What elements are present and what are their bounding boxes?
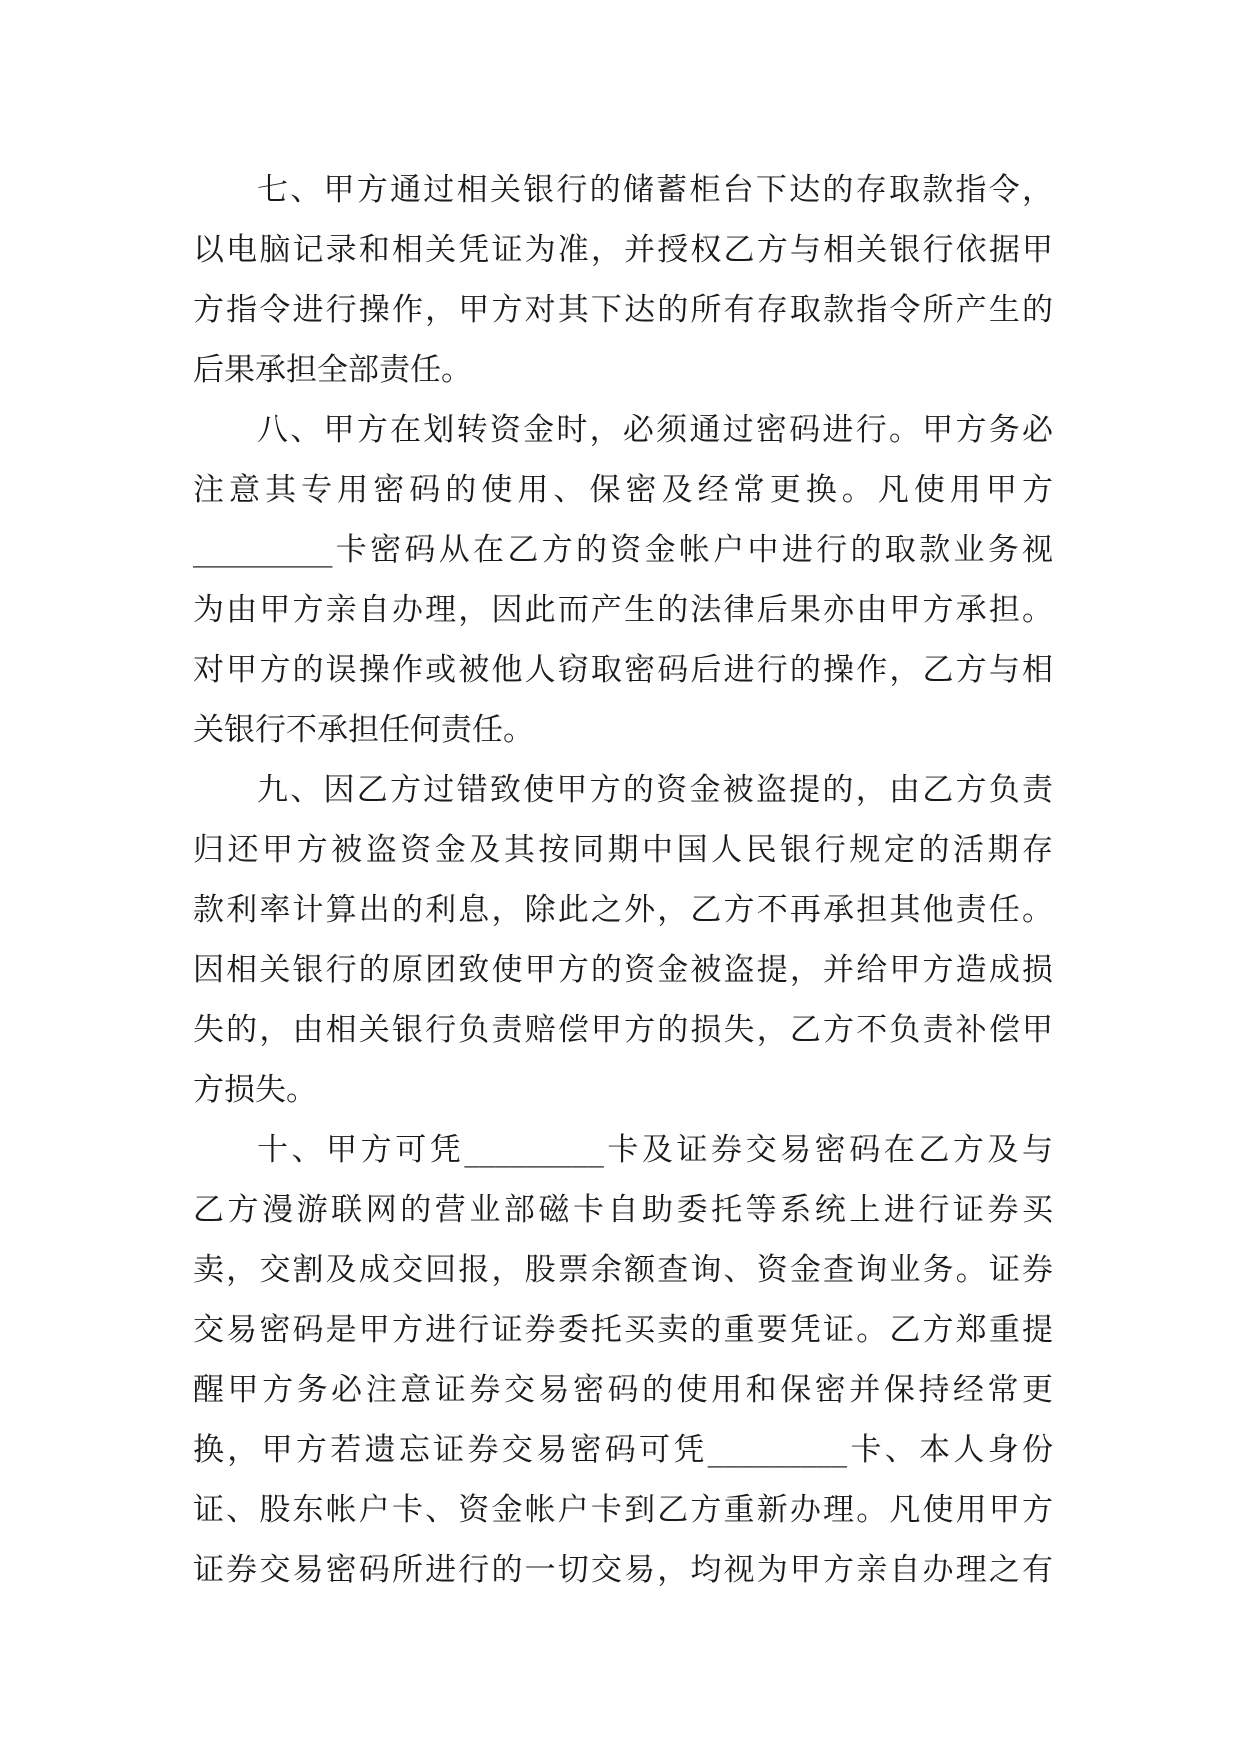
clause-10-line-3: 卖，交割及成交回报，股票余额查询、资金查询业务。证券 bbox=[193, 1252, 1053, 1288]
clause-8-line-6: 关银行不承担任何责任。 bbox=[193, 712, 534, 748]
clause-10-line-1: 十、甲方可凭_________卡及证券交易密码在乙方及与 bbox=[257, 1132, 1053, 1168]
clause-9-line-5: 失的，由相关银行负责赔偿甲方的损失，乙方不负责补偿甲 bbox=[193, 1012, 1053, 1048]
clause-8-line-1: 八、甲方在划转资金时，必须通过密码进行。甲方务必 bbox=[257, 412, 1053, 448]
clause-8-line-4: 为由甲方亲自办理，因此而产生的法律后果亦由甲方承担。 bbox=[193, 592, 1053, 628]
clause-7-line-2: 以电脑记录和相关凭证为准，并授权乙方与相关银行依据甲 bbox=[193, 232, 1053, 268]
clause-9-line-4: 因相关银行的原团致使甲方的资金被盗提，并给甲方造成损 bbox=[193, 952, 1053, 988]
clause-10-line-6: 换，甲方若遗忘证券交易密码可凭_________卡、本人身份 bbox=[193, 1432, 1053, 1468]
clause-10-line-2: 乙方漫游联网的营业部磁卡自助委托等系统上进行证券买 bbox=[193, 1192, 1053, 1228]
clause-9-line-3: 款利率计算出的利息，除此之外，乙方不再承担其他责任。 bbox=[193, 892, 1053, 928]
clause-9-line-1: 九、因乙方过错致使甲方的资金被盗提的，由乙方负责 bbox=[257, 772, 1053, 808]
clause-9-line-2: 归还甲方被盗资金及其按同期中国人民银行规定的活期存 bbox=[193, 832, 1053, 868]
clause-7-line-1: 七、甲方通过相关银行的储蓄柜台下达的存取款指令， bbox=[257, 172, 1053, 208]
clause-10-line-7: 证、股东帐户卡、资金帐户卡到乙方重新办理。凡使用甲方 bbox=[193, 1492, 1053, 1528]
clause-8-line-5: 对甲方的误操作或被他人窃取密码后进行的操作，乙方与相 bbox=[193, 652, 1053, 688]
clause-8-line-2: 注意其专用密码的使用、保密及经常更换。凡使用甲方 bbox=[193, 472, 1053, 508]
clause-7-line-4: 后果承担全部责任。 bbox=[193, 352, 472, 388]
clause-9-line-6: 方损失。 bbox=[193, 1072, 317, 1108]
clause-10-line-5: 醒甲方务必注意证券交易密码的使用和保密并保持经常更 bbox=[193, 1372, 1053, 1408]
clause-7-line-3: 方指令进行操作，甲方对其下达的所有存取款指令所产生的 bbox=[193, 292, 1053, 328]
clause-10-line-8: 证券交易密码所进行的一切交易，均视为甲方亲自办理之有 bbox=[193, 1552, 1053, 1588]
clause-10-line-4: 交易密码是甲方进行证券委托买卖的重要凭证。乙方郑重提 bbox=[193, 1312, 1053, 1348]
clause-8-line-3: _________卡密码从在乙方的资金帐户中进行的取款业务视 bbox=[193, 532, 1053, 568]
